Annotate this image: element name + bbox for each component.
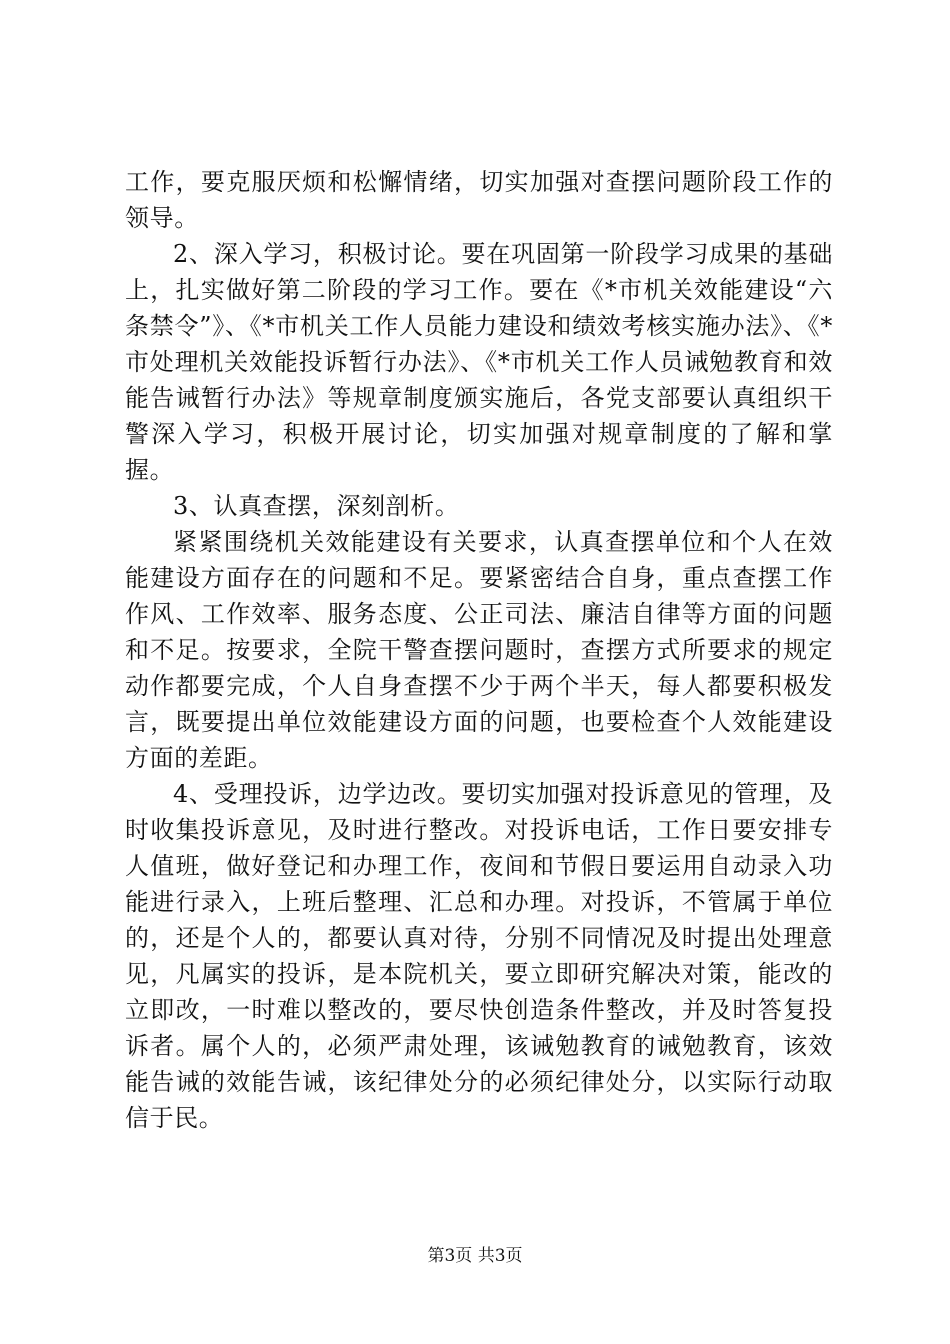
paragraph-heading-analysis: 3、认真查摆，深刻剖析。 (173, 492, 460, 520)
paragraph-continuation: 工作，要克服厌烦和松懈情绪，切实加强对查摆问题阶段工作的领导。 (125, 168, 833, 232)
document-body (125, 164, 833, 1136)
paragraph-analysis-detail: 紧紧围绕机关效能建设有关要求，认真查摆单位和个人在效能建设方面存在的问题和不足。要紧密结合自身，重点查摆工作作风、工作效率、服务态度、公正司法、廉洁自律等方面的问题和不足。按要求，全院干警查摆问题时，查摆方式所要求的规定动作都要完成，个人自身查摆不少于两个半天，每人都要积极发言，既要提出单位效能建设方面的问题，也要检查个人效能建设方面的差距。 (125, 528, 833, 772)
paragraph-study-discussion: 2、深入学习，积极讨论。要在巩固第一阶段学习成果的基础上，扎实做好第二阶段的学习工作。要在《*市机关效能建设“六条禁令”》、《*市机关工作人员能力建设和绩效考核实施办法》、《*市处理机关效能投诉暂行办法》、《*市机关工作人员诫勉教育和效能告诫暂行办法》等规章制度颁实施后，各党支部要认真组织干警深入学习，积极开展讨论，切实加强对规章制度的了解和掌握。 (125, 240, 833, 484)
paragraph-complaints: 4、受理投诉，边学边改。要切实加强对投诉意见的管理，及时收集投诉意见，及时进行整改。对投诉电话，工作日要安排专人值班，做好登记和办理工作，夜间和节假日要运用自动录入功能进行录入，上班后整理、汇总和办理。对投诉，不管属于单位的，还是个人的，都要认真对待，分别不同情况及时提出处理意见，凡属实的投诉，是本院机关，要立即研究解决对策，能改的立即改，一时难以整改的，要尽快创造条件整改，并及时答复投诉者。属个人的，必须严肃处理，该诫勉教育的诫勉教育，该效能告诫的效能告诫，该纪律处分的必须纪律处分，以实际行动取信于民。 (125, 780, 833, 1132)
page-number-footer: 第3页 共3页 (427, 1246, 523, 1266)
